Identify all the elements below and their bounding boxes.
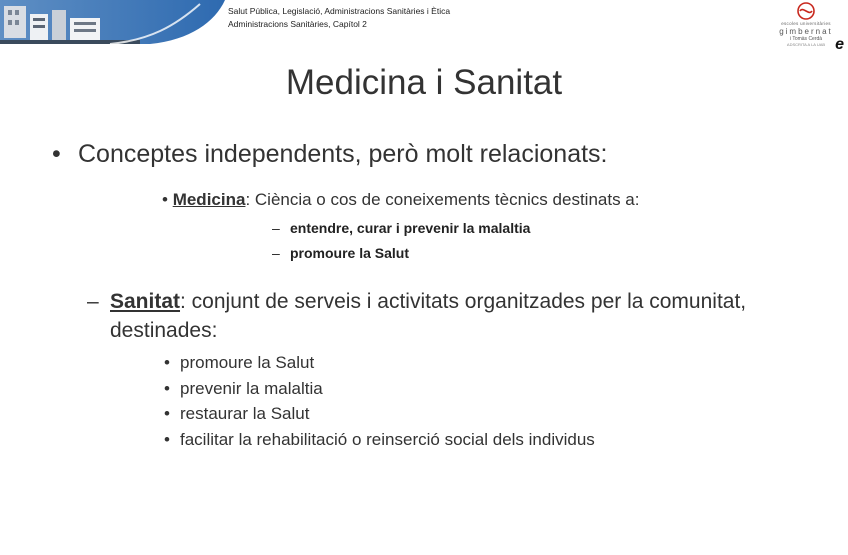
sanitat-term: Sanitat xyxy=(110,290,181,313)
logo-e-mark: e xyxy=(835,36,844,53)
list-item: • promoure la Salut xyxy=(164,350,595,376)
bullet-dot: • xyxy=(162,190,168,209)
header-text xyxy=(228,5,450,31)
header-line-1: Salut Pública, Legislació, Administracions Sanitàries i Ètica xyxy=(228,6,451,16)
medicina-item-text: entendre, curar i prevenir la malaltia xyxy=(290,220,531,236)
dash-marker: – xyxy=(87,290,99,313)
medicina-term: Medicina xyxy=(172,190,246,209)
list-item: • restaurar la Salut xyxy=(164,401,595,427)
logo-line-2: gimbernat xyxy=(779,27,833,36)
sanitat-text: : conjunt de serveis i activitats organitzades per la comunitat, destinades: xyxy=(110,290,747,342)
list-item: • facilitar la rehabilitació o reinserció social dels individus xyxy=(164,427,595,453)
medicina-text: : Ciència o cos de coneixements tècnics destinats a: xyxy=(245,190,640,209)
logo-line-1: escoles universitàries xyxy=(781,21,831,26)
list-item: • prevenir la malaltia xyxy=(164,376,595,402)
bullet-main-text: Conceptes independents, però molt relacionats: xyxy=(78,140,608,168)
header-banner-image xyxy=(0,0,225,44)
dash-marker: – xyxy=(272,245,280,261)
medicina-item-text: promoure la Salut xyxy=(290,245,410,261)
medicina-definition xyxy=(162,190,639,210)
logo-line-4: ADSCRITA A LA UAB xyxy=(786,42,826,47)
bullet-main xyxy=(52,140,608,169)
gimbernat-logo xyxy=(766,2,846,54)
medicina-item xyxy=(272,245,409,261)
slide-title: Medicina i Sanitat xyxy=(285,63,563,102)
logo-line-3: i Tomàs Cerdà xyxy=(789,36,823,42)
dash-marker: – xyxy=(272,220,280,236)
medicina-item xyxy=(272,220,530,236)
sanitat-definition xyxy=(87,287,827,345)
header-line-2: Administracions Sanitàries, Capítol 2 xyxy=(228,19,367,29)
logo-seal-icon xyxy=(795,2,817,20)
bullet-dot: • xyxy=(52,140,61,168)
sanitat-list xyxy=(164,350,595,452)
